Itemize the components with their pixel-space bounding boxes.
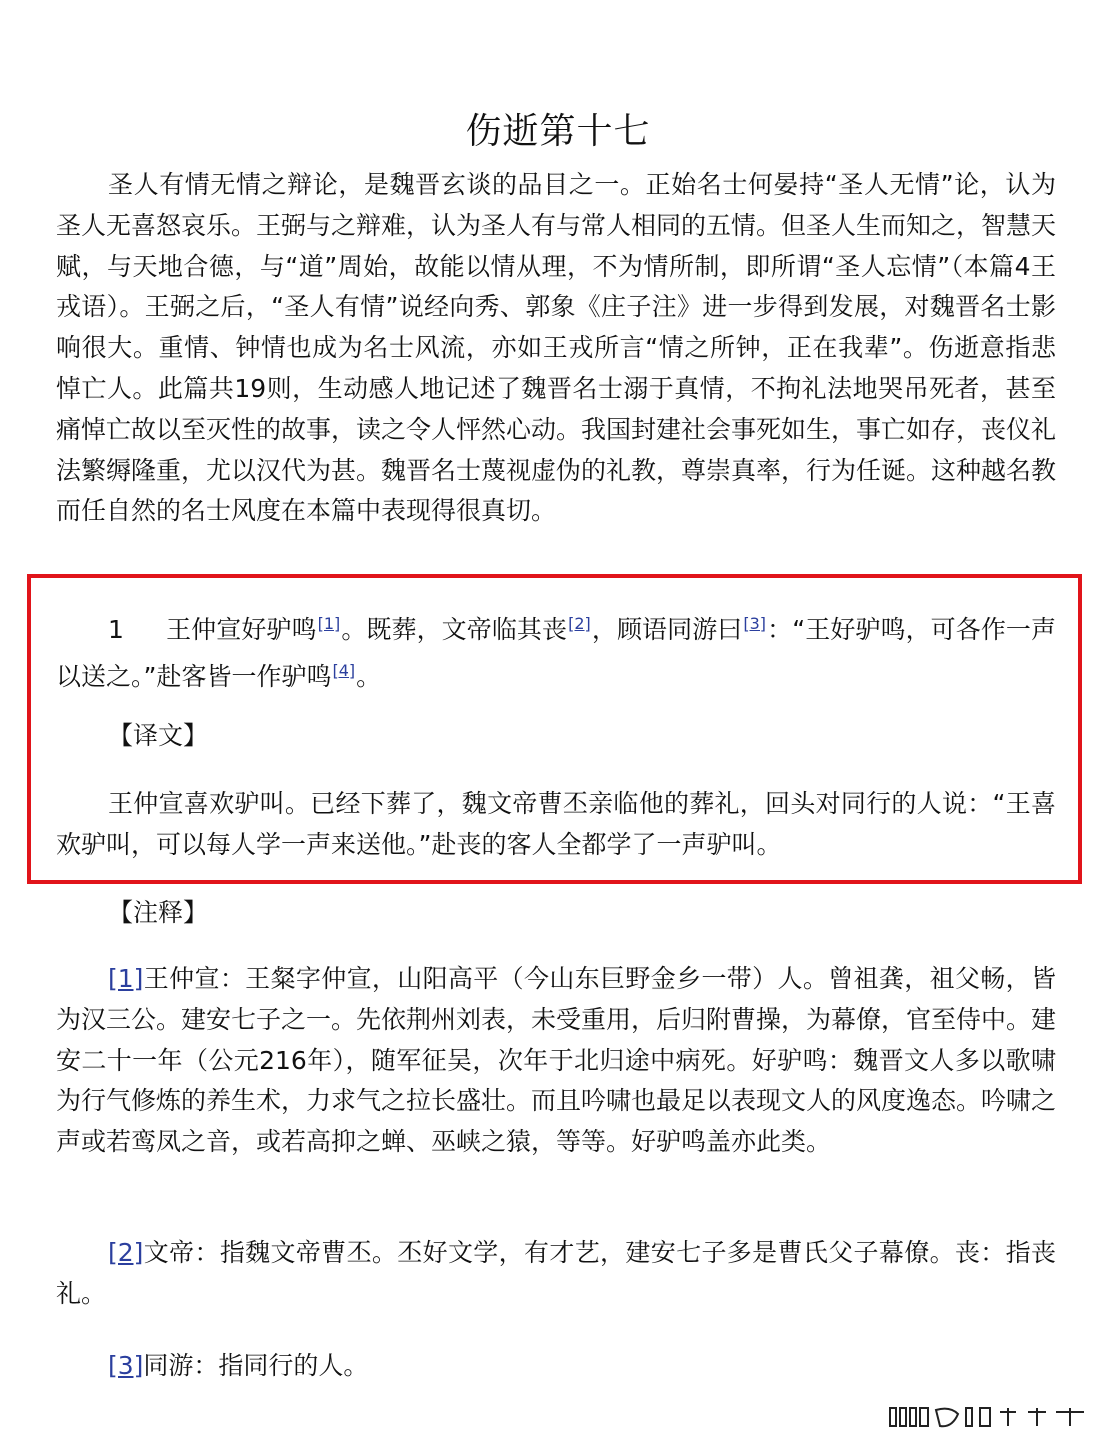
original-seg-3: ，顾语同游曰 [591, 615, 743, 644]
note-item [56, 1346, 1056, 1387]
note-link-3[interactable]: [3] [108, 1351, 144, 1380]
original-seg-1: 王仲宣好驴鸣 [166, 615, 317, 644]
intro-paragraph: 圣人有情无情之辩论，是魏晋玄谈的品目之一。正始名士何晏持“圣人无情”论，认为圣人无喜怒哀乐。王弼与之辩难，认为圣人有与常人相同的五情。但圣人生而知之，智慧天赋，与天地合德，与“道”周始，故能以情从理，不为情所制，即所谓“圣人忘情”（本篇4王戎语）。王弼之后，“圣人有情”说经向秀、郭象《庄子注》进一步得到发展，对魏晋名士影响很大。重情、钟情也成为名士风流，亦如王戎所言“情之所钟，正在我辈”。伤逝意指悲悼亡人。此篇共19则，生动感人地记述了魏晋名士溺于真情，不拘礼法地哭吊死者，甚至痛悼亡故以至灭性的故事，读之令人怦然心动。我国封建社会事死如生，事亡如存，丧仪礼法繁缛隆重，尤以汉代为甚。魏晋名士蔑视虚伪的礼教，尊崇真率，行为任诞。这种越名教而任自然的名士风度在本篇中表现得很真切。 [56, 170, 1057, 526]
footnote-ref-2[interactable]: [2] [568, 614, 591, 633]
original-text-paragraph [56, 604, 1056, 698]
watermark-logo [888, 1404, 1088, 1430]
note-text-3: 同游：指同行的人。 [143, 1351, 369, 1380]
note-text-1: 王仲宣：王粲字仲宣，山阳高平（今山东巨野金乡一带）人。曾祖龚，祖父畅，皆为汉三公。建安七子之一。先依荆州刘表，未受重用，后归附曹操，为幕僚，官至侍中。建安二十一年（公元216年），随军征吴，次年于北归途中病死。好驴鸣：魏晋文人多以歌啸为行气修炼的养生术，力求气之拉长盛壮。而且吟啸也最足以表现文人的风度逸态。吟啸之声或若鸾凤之音，或若高抑之蝉、巫峡之猿，等等。好驴鸣盖亦此类。 [56, 964, 1057, 1157]
note-link-1[interactable]: [1] [108, 964, 144, 993]
footnote-ref-3[interactable]: [3] [743, 614, 767, 633]
entry-number: 1 [108, 615, 124, 644]
note-item [56, 959, 1056, 1163]
translation-heading: 【译文】 [108, 721, 209, 750]
footnote-ref-4[interactable]: [4] [332, 660, 356, 680]
notes-heading: 【注释】 [108, 898, 209, 927]
note-text-2: 文帝：指魏文帝曹丕。丕好文学，有才艺，建安七子多是曹氏父子幕僚。丧：指丧礼。 [56, 1238, 1056, 1308]
original-seg-4: ：“王好驴鸣，可各作一声以送之。”赴客皆一作驴鸣 [56, 615, 1056, 691]
note-item [56, 1233, 1056, 1315]
note-link-2[interactable]: [2] [108, 1238, 144, 1267]
original-seg-5: 。 [356, 661, 382, 691]
translation-paragraph: 王仲宣喜欢驴叫。已经下葬了，魏文帝曹丕亲临他的葬礼，回头对同行的人说：“王喜欢驴叫，可以每人学一声来送他。”赴丧的客人全都学了一声驴叫。 [56, 789, 1056, 859]
original-seg-2: 。既葬，文帝临其丧 [341, 615, 568, 644]
footnote-ref-1[interactable]: [1] [317, 614, 341, 633]
page-title: 伤逝第十七 [465, 111, 651, 153]
